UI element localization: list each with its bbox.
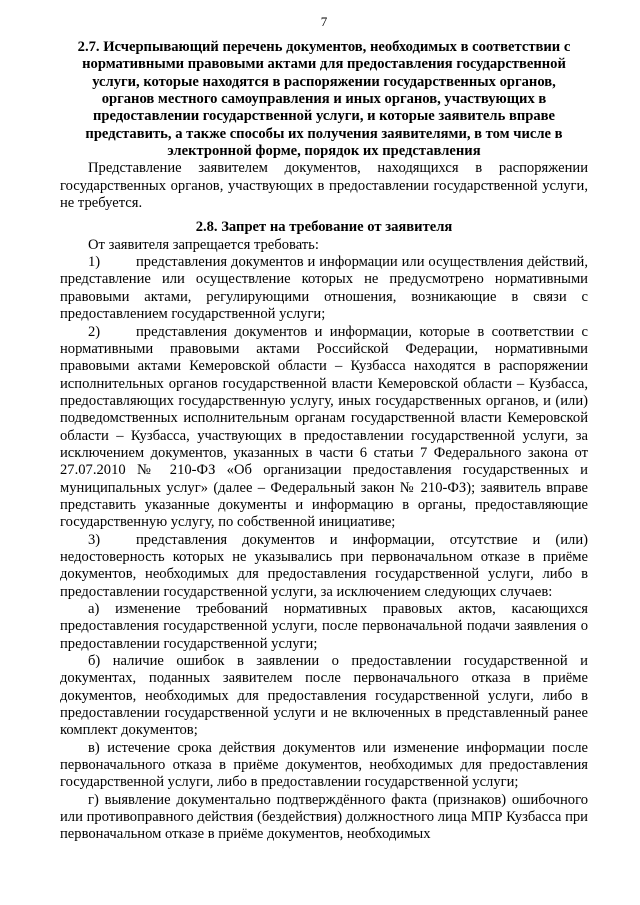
page-number: 7 [320,14,328,29]
list-item-3 [60,532,588,601]
list-item-text: представления документов и информации, отсутствие и (или) недостоверность которых не указывались при первоначальном отказе в приёме документов, необходимых для предоставления государственной услуги, либо в предоставлении государственной услуги, за исключением следующих случаев: [60,531,588,600]
list-item-number: 2) [88,323,101,340]
list-item-1 [60,254,588,323]
section-2-7-heading: 2.7. Исчерпывающий перечень документов, необходимых в соответствии с нормативными правовыми актами для предоставления государственной услуги, которые находятся в распоряжении государственных органов, органов местного самоуправления и иных органов, участвующих в предоставлении государственной услуги, и которые заявитель вправе представить, а также способы их получения заявителями, в том числе в электронной форме, порядок их представления [77,39,571,160]
section-2-7-body: Представление заявителем документов, находящихся в распоряжении государственных органов, участвующих в предоставлении государственной услуги, не требуется. [60,160,588,212]
subitem-a: а) изменение требований нормативных правовых актов, касающихся предоставления государственной услуги, после первоначальной подачи заявления о предоставлении государственной услуги; [60,601,588,652]
list-item-number: 1) [88,254,101,271]
list-item-2 [60,324,588,532]
section-2-8-intro: От заявителя запрещается требовать: [88,236,319,253]
list-item-text: представления документов и информации или осуществления действий, представление или осуществление которых не предусмотрено нормативными правовыми актами, регулирующими отношения, возникающие в связи с предоставлением государственной услуги; [60,254,588,323]
subitem-c: в) истечение срока действия документов или изменение информации после первоначального отказа в приёме документов, необходимых для предоставления государственной услуги, либо в предоставлении государственной услуги; [60,739,588,791]
section-2-8-heading: 2.8. Запрет на требование от заявителя [195,219,453,236]
subitem-b: б) наличие ошибок в заявлении о предоставлении государственной и документах, поданных заявителем после первоначального отказа в приёме документов, необходимых для предоставления государственной услуги, либо в предоставлении государственной услуги и не включенных в представленный ранее комплект документов; [60,653,588,739]
subitem-d: г) выявление документально подтверждённого факта (признаков) ошибочного или противоправного действия (бездействия) должностного лица МПР Кузбасса при первоначальном отказе в приёме документов, необходимых [60,791,588,843]
list-item-text: представления документов и информации, которые в соответствии с нормативными правовыми актами Российской Федерации, нормативными правовыми актами Кемеровской области – Кузбасса находятся в распоряжении исполнительных органов государственной власти Кемеровской области – Кузбасса, предоставляющих государственную услугу, иных государственных органов, и (или) подведомственных исполнительным органам государственной власти Кемеровской области – Кузбасса, участвующих в предоставлении государственной услуги, за исключением документов, указанных в части 6 статьи 7 Федерального закона от 27.07.2010 № 210-ФЗ «Об организации предоставления государственных и муниципальных услуг» (далее – Федеральный закон № 210-ФЗ); заявитель вправе представить указанные документы и информацию в органы, предоставляющие государственную услугу, по собственной инициативе; [60,323,588,531]
list-item-number: 3) [88,531,101,548]
